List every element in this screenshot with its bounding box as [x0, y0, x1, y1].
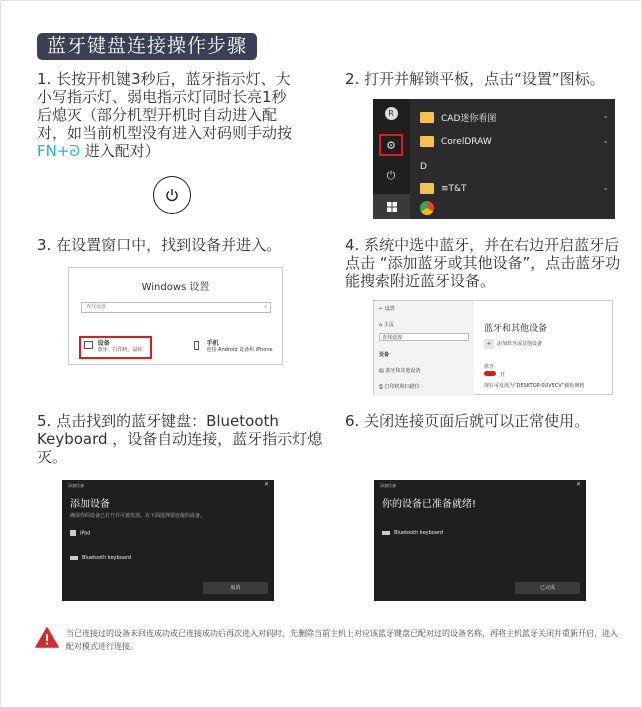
phone-item[interactable]: 手机 连接 Android 设备和 iPhone	[194, 341, 273, 353]
phone-icon	[194, 341, 199, 350]
gear-icon[interactable]: ⚙	[386, 138, 396, 152]
warning-text: 当已连接过的设备未回连成功或已连接成功后再次进入对码时，先删除当前主机上对应该蓝牙键盘已配对过的设备名称，再将主机蓝牙关闭并重新开启，进入配对模式进行连接。	[66, 629, 618, 651]
bt-search-input[interactable]: 查找设置	[379, 333, 469, 341]
folder-icon	[420, 136, 434, 147]
back-button[interactable]: ← 设置	[379, 306, 395, 312]
dialog-header: 添加设备	[68, 483, 84, 488]
bluetooth-pair-icon: ᘐ	[69, 142, 80, 160]
menu-item-coreldraw[interactable]: CorelDRAW	[420, 136, 492, 147]
bluetooth-settings-screenshot	[373, 300, 613, 395]
step-2: 2. 打开并解锁平板，点击“设置”图标。	[345, 70, 605, 88]
power-icon[interactable]: ⏻	[386, 169, 396, 182]
chevron-down-icon: ⌄	[602, 111, 609, 120]
settings-search-input[interactable]: 查找设置 ⌕	[81, 302, 271, 313]
add-device-dialog	[62, 480, 274, 601]
plus-icon: +	[484, 339, 494, 349]
home-item[interactable]: ⌂ 主页	[379, 322, 394, 328]
dialog-header: 添加设备	[380, 483, 396, 488]
start-rail	[373, 99, 410, 219]
step-6: 6. 关闭连接页面后就可以正常使用。	[345, 412, 590, 430]
bt-devices-item[interactable]: ▤ 蓝牙和其他设备	[379, 368, 421, 374]
folder-icon	[420, 183, 434, 194]
keyboard-icon	[70, 556, 78, 560]
power-button-icon	[153, 176, 191, 214]
warning-icon	[35, 627, 59, 652]
start-menu-screenshot	[373, 99, 615, 219]
step-5: 5. 点击找到的蓝牙键盘：Bluetooth Keyboard ，设备自动连接，蓝牙指示灯熄灭。	[37, 412, 323, 466]
bt-page-title: 蓝牙和其他设备	[484, 324, 548, 334]
bt-label: 蓝牙	[484, 364, 495, 370]
search-icon: ⌕	[264, 304, 267, 310]
device-bt-keyboard: Bluetooth keyboard	[382, 530, 443, 536]
bt-sidebar	[374, 301, 474, 396]
dialog-title: 你的设备已准备就绪!	[382, 499, 477, 510]
toggle-state: 开	[500, 372, 506, 378]
close-icon[interactable]: ✕	[263, 481, 269, 488]
discover-text: 现在可发现为“DESKTOP-0UV5CV”被检测到	[484, 383, 585, 389]
windows-start-icon[interactable]	[373, 194, 410, 219]
device-bt-keyboard[interactable]: Bluetooth keyboard	[70, 555, 131, 561]
printer-item[interactable]: ⎙ 打印机和扫描仪	[379, 384, 420, 390]
close-icon[interactable]: ✕	[575, 481, 581, 488]
page-title: 蓝牙键盘连接操作步骤	[37, 33, 257, 60]
done-button[interactable]: 已完成	[515, 582, 580, 594]
step-3: 3. 在设置窗口中，找到设备并进入。	[37, 236, 282, 254]
devices-item[interactable]: 设备 蓝牙、打印机、鼠标	[84, 341, 143, 353]
step-1-text: 1. 长按开机键3秒后，蓝牙指示灯、大小写指示灯、弱电指示灯同时长亮1秒后熄灭（部分机型开机时自动进入配对，如当前机型没有进入对码则手动按	[37, 70, 293, 142]
windows-settings-screenshot	[68, 267, 283, 365]
chrome-icon[interactable]	[420, 201, 434, 215]
menu-group-d: D	[420, 162, 427, 172]
step-1-tail: 进入配对）	[79, 142, 160, 160]
dialog-title: 添加设备	[70, 499, 110, 510]
keyboard-icon	[382, 531, 390, 535]
chevron-down-icon: ⌄	[602, 183, 609, 192]
cancel-button[interactable]: 取消	[203, 582, 268, 594]
settings-title: Windows 设置	[141, 282, 210, 293]
devices-icon	[84, 341, 93, 349]
fn-key-label: FN+	[37, 142, 70, 160]
add-device-button[interactable]: + 添加蓝牙或其他设备	[484, 339, 542, 349]
dialog-subtitle: 确保你的设备已打开并可被发现。在下面选择要连接的设备。	[70, 513, 206, 519]
devices-section: 设备	[379, 352, 390, 358]
avatar: R	[381, 104, 401, 122]
bluetooth-toggle[interactable]	[484, 371, 496, 376]
step-4: 4. 系统中选中蓝牙，并在右边开启蓝牙后点击 “添加蓝牙或其他设备”，点击蓝牙功能搜索附近蓝牙设备。	[345, 236, 621, 290]
menu-item-cad[interactable]: CAD迷你看图	[420, 111, 496, 124]
device-ready-dialog	[374, 480, 586, 601]
menu-item-tt[interactable]: ≡T&T	[420, 183, 467, 194]
tablet-icon	[70, 530, 76, 536]
folder-icon	[420, 112, 434, 123]
chevron-down-icon: ⌄	[602, 136, 609, 145]
step-1	[37, 70, 299, 160]
device-ipad[interactable]: iPad	[70, 530, 90, 537]
